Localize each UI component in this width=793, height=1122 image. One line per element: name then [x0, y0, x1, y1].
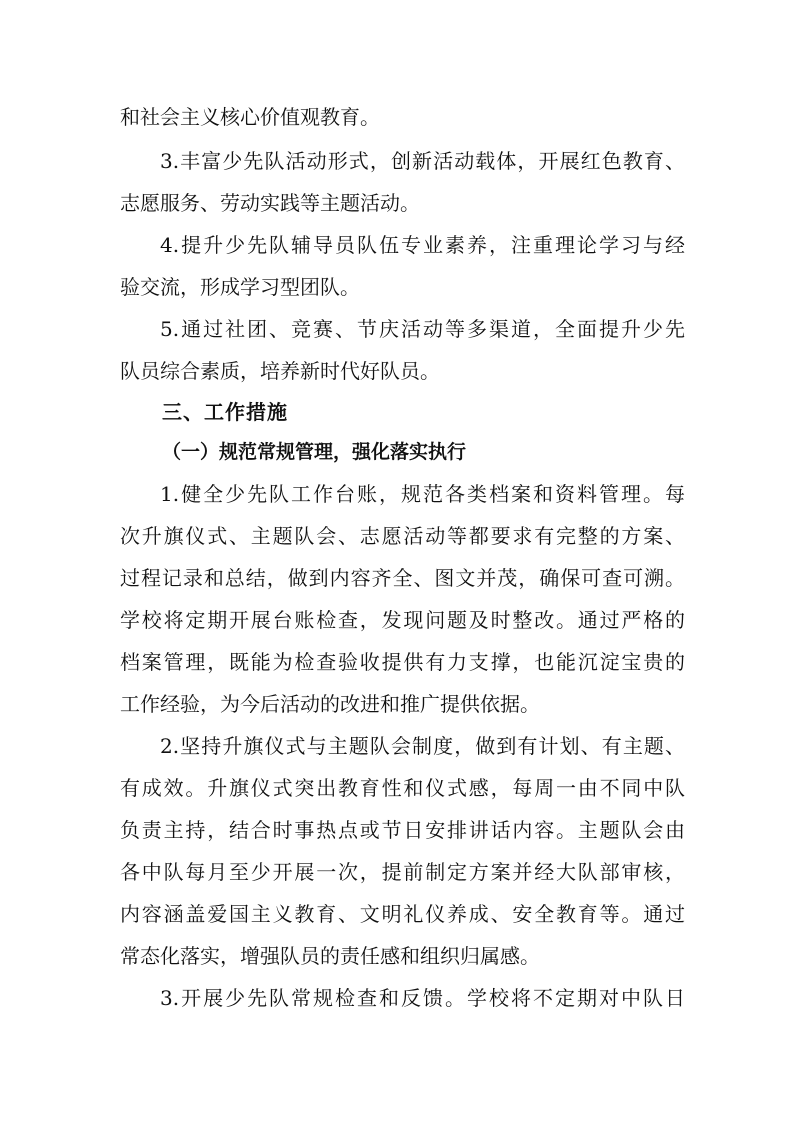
body-line: 负责主持，结合时事热点或节日安排讲话内容。主题队会由 — [120, 818, 685, 842]
body-line: 队员综合素质，培养新时代好队员。 — [120, 359, 440, 383]
section-heading: 三、工作措施 — [162, 400, 288, 424]
body-line: 验交流，形成学习型团队。 — [120, 275, 360, 299]
list-item-3: 3.丰富少先队活动形式，创新活动载体，开展红色教育、 — [160, 149, 685, 173]
list-item-5: 5.通过社团、竞赛、节庆活动等多渠道，全面提升少先 — [160, 317, 685, 341]
subsection-heading: （一）规范常规管理，强化落实执行 — [162, 441, 467, 463]
list-item-4: 4.提升少先队辅导员队伍专业素养，注重理论学习与经 — [160, 233, 685, 257]
body-line: 档案管理，既能为检查验收提供有力支撑，也能沉淀宝贵的 — [120, 650, 685, 674]
body-line: 工作经验，为今后活动的改进和推广提供依据。 — [120, 692, 540, 716]
measure-item-3: 3.开展少先队常规检查和反馈。学校将不定期对中队日 — [160, 986, 685, 1010]
body-line: 内容涵盖爱国主义教育、文明礼仪养成、安全教育等。通过 — [120, 902, 685, 926]
body-line: 和社会主义核心价值观教育。 — [120, 105, 380, 129]
measure-item-2: 2.坚持升旗仪式与主题队会制度，做到有计划、有主题、 — [160, 734, 685, 758]
body-line: 志愿服务、劳动实践等主题活动。 — [120, 191, 420, 215]
body-line: 常态化落实，增强队员的责任感和组织归属感。 — [120, 944, 540, 968]
body-line: 有成效。升旗仪式突出教育性和仪式感，每周一由不同中队 — [120, 776, 685, 800]
body-line: 学校将定期开展台账检查，发现问题及时整改。通过严格的 — [120, 608, 685, 632]
body-line: 过程记录和总结，做到内容齐全、图文并茂，确保可查可溯。 — [120, 566, 685, 590]
body-line: 各中队每月至少开展一次，提前制定方案并经大队部审核， — [120, 860, 685, 884]
body-line: 次升旗仪式、主题队会、志愿活动等都要求有完整的方案、 — [120, 524, 685, 548]
measure-item-1: 1.健全少先队工作台账，规范各类档案和资料管理。每 — [160, 482, 685, 506]
